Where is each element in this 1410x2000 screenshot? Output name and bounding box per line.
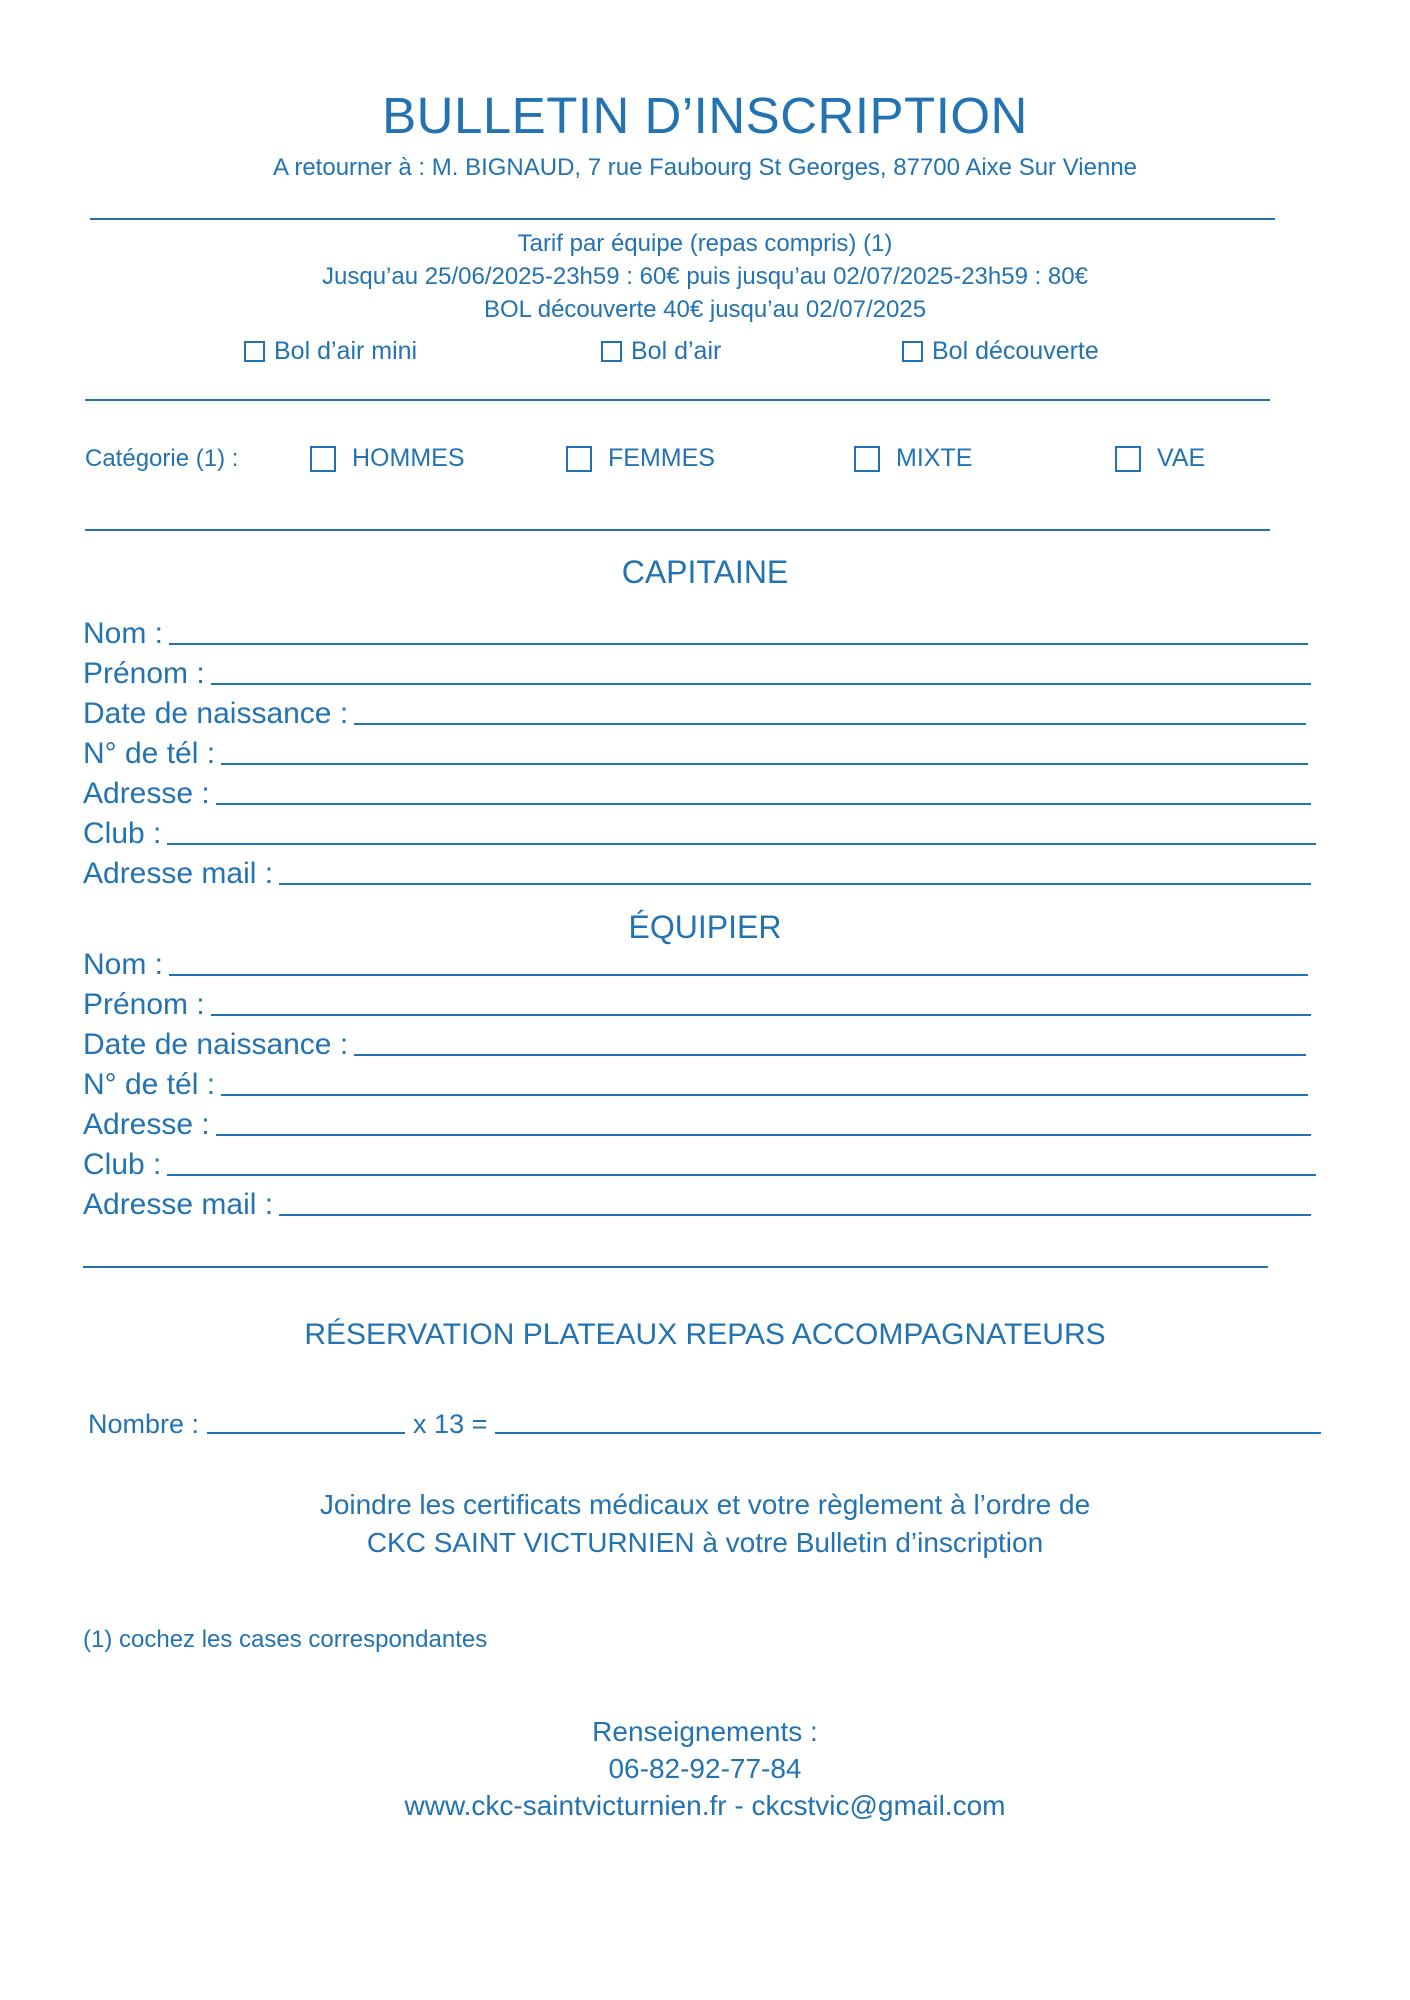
- fill-line[interactable]: [167, 843, 1316, 845]
- category-label: Catégorie (1) :: [85, 445, 239, 472]
- field-label: Date de naissance :: [83, 1028, 349, 1061]
- equipier-prenom-field[interactable]: [83, 984, 1311, 1022]
- checkbox[interactable]: [854, 446, 880, 472]
- contact-web-mail[interactable]: www.ckc-saintvicturnien.fr - ckcstvic@gmail.com: [404, 1790, 1006, 1821]
- reservation-row: [88, 1402, 1321, 1440]
- nombre-label: Nombre :: [88, 1409, 200, 1439]
- field-label: Club :: [83, 817, 162, 850]
- tarif-line-2: Jusqu’au 25/06/2025-23h59 : 60€ puis jusqu’au 02/07/2025-23h59 : 80€: [322, 263, 1088, 290]
- fill-line[interactable]: [211, 683, 1311, 685]
- contact-phone: 06-82-92-77-84: [608, 1753, 802, 1784]
- option-bol-decouverte[interactable]: [902, 337, 1099, 366]
- fill-line[interactable]: [354, 723, 1306, 725]
- checkbox[interactable]: [566, 446, 592, 472]
- checkbox[interactable]: [310, 446, 336, 472]
- category-hommes[interactable]: [310, 444, 465, 473]
- fill-line[interactable]: [211, 1014, 1311, 1016]
- option-label: Bol d’air: [631, 337, 722, 365]
- note-line-1: Joindre les certificats médicaux et votre règlement à l’ordre de: [319, 1489, 1091, 1520]
- checkbox[interactable]: [902, 341, 923, 362]
- fill-line[interactable]: [167, 1174, 1316, 1176]
- fill-line[interactable]: [354, 1054, 1306, 1056]
- contact-label: Renseignements :: [592, 1716, 818, 1747]
- capitaine-naissance-field[interactable]: [83, 693, 1306, 731]
- fill-line[interactable]: [216, 1134, 1311, 1136]
- form-title: BULLETIN D’INSCRIPTION: [382, 87, 1028, 144]
- fill-line[interactable]: [216, 803, 1311, 805]
- return-address: A retourner à : M. BIGNAUD, 7 rue Faubourg St Georges, 87700 Aixe Sur Vienne: [272, 154, 1138, 181]
- option-label: Bol découverte: [932, 337, 1099, 365]
- fill-line[interactable]: [169, 974, 1308, 976]
- field-label: Club :: [83, 1148, 162, 1181]
- divider: [83, 1266, 1268, 1268]
- tarif-line-1: Tarif par équipe (repas compris) (1): [517, 230, 893, 257]
- checkbox[interactable]: [244, 341, 265, 362]
- divider: [85, 529, 1270, 531]
- field-label: Adresse mail :: [83, 1188, 274, 1221]
- field-label: Date de naissance :: [83, 697, 349, 730]
- fill-line[interactable]: [279, 1214, 1311, 1216]
- equipier-naissance-field[interactable]: [83, 1024, 1306, 1062]
- field-label: N° de tél :: [83, 1068, 216, 1101]
- section-heading-capitaine: CAPITAINE: [621, 554, 789, 590]
- option-bol-air-mini[interactable]: [244, 337, 417, 366]
- divider: [85, 399, 1270, 401]
- category-vae[interactable]: [1115, 444, 1205, 473]
- footnote: (1) cochez les cases correspondantes: [83, 1626, 488, 1653]
- fill-line[interactable]: [221, 763, 1308, 765]
- checkbox[interactable]: [1115, 446, 1141, 472]
- field-label: Adresse :: [83, 777, 210, 810]
- option-label: Bol d’air mini: [274, 337, 418, 365]
- option-label: FEMMES: [608, 444, 715, 472]
- section-heading-reservation: RÉSERVATION PLATEAUX REPAS ACCOMPAGNATEURS: [304, 1318, 1106, 1351]
- field-label: Prénom :: [83, 988, 205, 1021]
- tarif-line-3: BOL découverte 40€ jusqu’au 02/07/2025: [483, 296, 927, 323]
- section-heading-equipier: ÉQUIPIER: [628, 909, 782, 945]
- divider: [90, 218, 1275, 220]
- checkbox[interactable]: [601, 341, 622, 362]
- fill-line[interactable]: [221, 1094, 1308, 1096]
- fill-line[interactable]: [279, 883, 1311, 885]
- capitaine-prenom-field[interactable]: [83, 653, 1311, 691]
- equipier-mail-field[interactable]: [83, 1184, 1311, 1222]
- field-label: N° de tél :: [83, 737, 216, 770]
- field-label: Adresse mail :: [83, 857, 274, 890]
- equipier-adresse-field[interactable]: [83, 1104, 1311, 1142]
- total-input-line[interactable]: [495, 1432, 1321, 1434]
- capitaine-tel-field[interactable]: [83, 733, 1308, 771]
- option-label: MIXTE: [896, 444, 973, 472]
- multiplier-label: x 13 =: [413, 1409, 488, 1439]
- equipier-club-field[interactable]: [83, 1144, 1316, 1182]
- equipier-tel-field[interactable]: [83, 1064, 1308, 1102]
- option-label: VAE: [1157, 444, 1206, 472]
- equipier-nom-field[interactable]: [83, 944, 1308, 982]
- option-bol-air[interactable]: [601, 337, 721, 366]
- field-label: Nom :: [83, 617, 164, 650]
- capitaine-club-field[interactable]: [83, 813, 1316, 851]
- field-label: Adresse :: [83, 1108, 210, 1141]
- category-mixte[interactable]: [854, 444, 972, 473]
- capitaine-nom-field[interactable]: [83, 613, 1308, 651]
- capitaine-adresse-field[interactable]: [83, 773, 1311, 811]
- option-label: HOMMES: [352, 444, 465, 472]
- note-line-2: CKC SAINT VICTURNIEN à votre Bulletin d’inscription: [366, 1527, 1044, 1558]
- category-femmes[interactable]: [566, 444, 715, 473]
- capitaine-mail-field[interactable]: [83, 853, 1311, 891]
- nombre-input-line[interactable]: [207, 1432, 405, 1434]
- field-label: Nom :: [83, 948, 164, 981]
- field-label: Prénom :: [83, 657, 205, 690]
- fill-line[interactable]: [169, 643, 1308, 645]
